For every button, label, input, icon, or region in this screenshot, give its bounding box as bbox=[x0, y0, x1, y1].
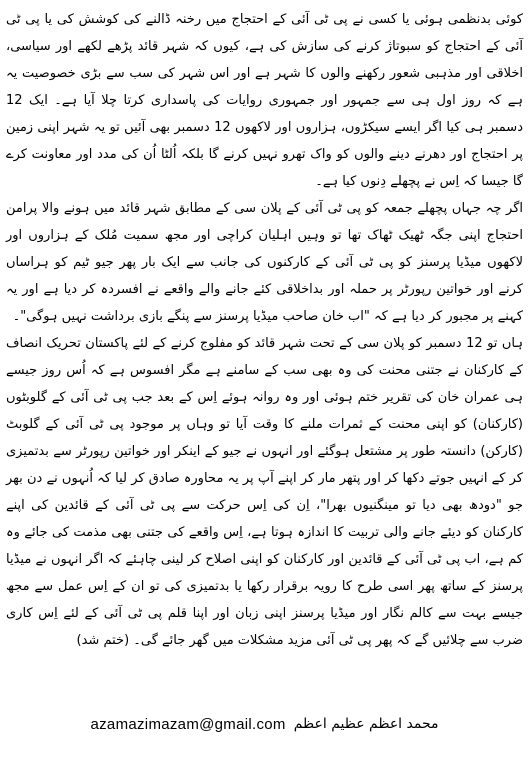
article-paragraph: اگر چہ جہاں پچھلے جمعہ کو پی ٹی آئی کے پلان سی کے مطابق شہر قائد میں ہونے والا پرامن احتجاج اپنی جگہ ٹھیک ٹھاک تھا تو وہیں اہلیان کراچی اور مجھ سمیت مُلک کے ہزاروں اور لاکھوں میڈیا پرسنز کو پی ٹی آئی کے کارکنوں کی جانب سے ایک بار پھر جیو ٹیم کو ہراساں کرنے اور خواتین رپورٹر پر حملہ اور بداخلاقی کئے جانے والے واقعے نے افسردہ کر دیا ہے اور یہ کہنے پر مجبور کر دیا ہے کہ "اب خان صاحب میڈیا پرسنز سے پنگے بازی برداشت نہیں ہوگی"۔ bbox=[6, 201, 523, 324]
article-body bbox=[6, 6, 523, 654]
author-name: محمد اعظم عظیم اعظم bbox=[293, 716, 439, 732]
author-email: azamazimazam@gmail.com bbox=[90, 715, 286, 733]
author-signature bbox=[0, 704, 529, 744]
article-paragraph: ہاں تو 12 دسمبر کو پلان سی کے تحت شہر قائد کو مفلوج کرنے کے لئے پاکستان تحریک انصاف کے کارکنان نے جتنی محنت کی وہ بھی سب کے سامنے ہے مگر افسوس ہے کہ اُس روز جیسے ہی عمران خان کی تقریر ختم ہوئی اور وہ روانہ ہوئے اِس کے بعد جب پی ٹی آئی کے گلوبٹوں (کارکنان) کو اپنی محنت کے ثمرات ملنے کا وقت آیا تو وہاں پر موجود پی ٹی آئی کے گلوبٹ (کارکن) دانستہ طور پر مشتعل ہوگئے اور انہوں نے جیو کے اینکر اور خواتین رپورٹر سے بدتمیزی کر کے انہیں جوتے دکھا کر اور پتھر مار کر اپنے آپ پر یہ محاورہ صادق کر لیا کہ اُنہوں نے دن بھر جو "دودھ بھی دیا تو مینگنیوں بھرا"، اِن کی اِس حرکت سے پی ٹی آئی کے قائدین کی اپنے کارکنان کو دیئے جانے والی تربیت کا اندازہ ہوتا ہے، اِس واقعے کی جتنی بھی مذمت کی جائے وہ کم ہے، اب پی ٹی آئی کے قائدین اور کارکنان کو اپنی اصلاح کر لینی چاہئے کہ اگر انہوں نے میڈیا پرسنز کے ساتھ پھر اسی طرح کا رویہ برقرار رکھا یا بدتمیزی کی تو ان کے اِس عمل سے مجھ جیسے بہت سے کالم نگار اور میڈیا پرسنز اپنی زبان اور اپنا قلم پی ٹی آئی کے لئے اِس کاری ضرب سے چلائیں گے کہ پھر پی ٹی آئی مزید مشکلات میں گھر جائے گی۔ (ختم شد) bbox=[6, 336, 523, 648]
article-paragraph: کوئی بدنظمی ہوئی یا کسی نے پی ٹی آئی کے احتجاج میں رخنہ ڈالنے کی کوشش کی یا پی ٹی آئی کے احتجاج کو سبوتاژ کرنے کی سازش کی ہے، کیوں کہ شہر قائد پڑھے لکھے اور سیاسی، اخلاقی اور مذہبی شعور رکھنے والوں کا شہر ہے اور اس شہر کی سب سے بڑی خصوصیت یہ ہے کہ روز اول ہی سے جمہور اور جمہوری روایات کی پاسداری کرتا چلا آیا ہے۔ ایک 12 دسمبر ہی کیا اگر ایسے سیکڑوں، ہزاروں اور لاکھوں 12 دسمبر بھی آئیں تو یہ شہر اپنی زمین پر احتجاج اور دھرنے دینے والوں کو واک تھرو نہیں کرنے گا بلکہ اُلٹا اُن کی مدد اور معاونت کرے گا جیسا کہ اِس نے پچھلے دِنوں کیا ہے۔ bbox=[6, 12, 523, 189]
